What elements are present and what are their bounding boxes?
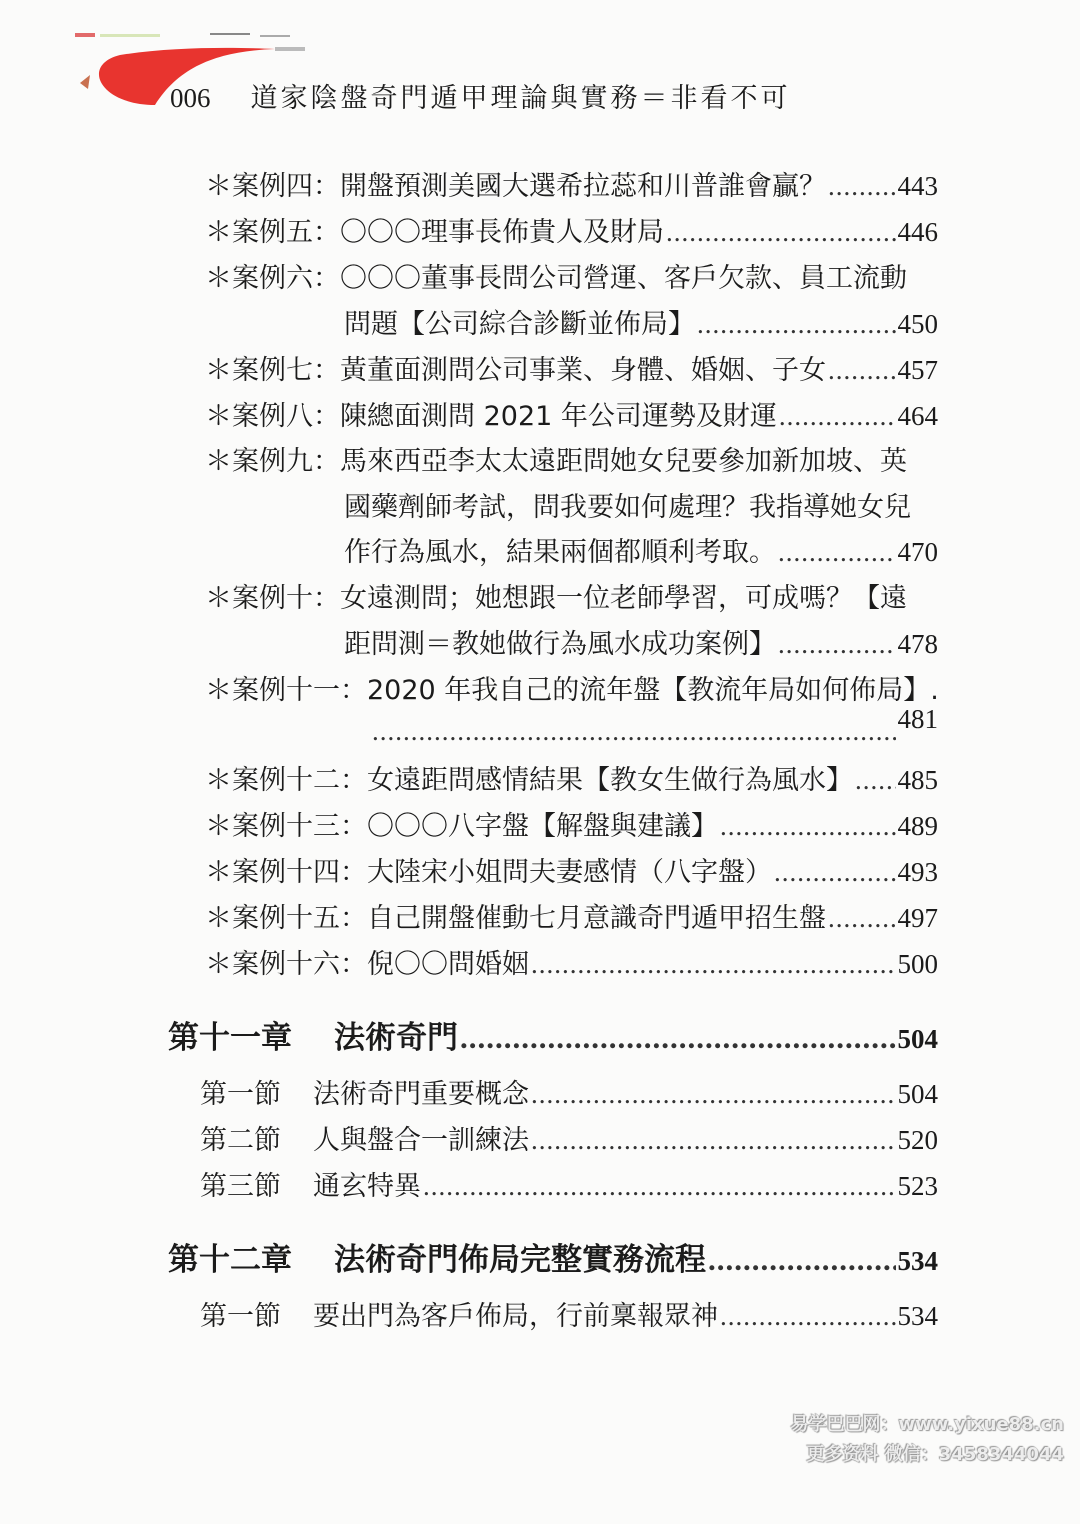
dot-leader bbox=[372, 716, 896, 747]
dot-leader bbox=[531, 1125, 896, 1156]
toc-entry-line[interactable] bbox=[205, 804, 938, 844]
dot-leader bbox=[855, 765, 896, 796]
dot-leader bbox=[531, 1079, 896, 1110]
toc-entry-line[interactable] bbox=[205, 942, 938, 982]
watermark-line-1: 易学巴巴网：www.yixue88.cn bbox=[790, 1414, 1064, 1435]
book-title: 道家陰盤奇門遁甲理論與實務＝非看不可 bbox=[250, 83, 791, 113]
toc-entry-line[interactable] bbox=[205, 896, 938, 936]
case-title: 作行為風水，結果兩個都順利考取。 bbox=[344, 537, 776, 568]
page-ref: 497 bbox=[897, 903, 938, 933]
case-title: 女遠測問；她想跟一位老師學習，可成嗎？【遠 bbox=[340, 583, 907, 614]
toc-entry-line[interactable] bbox=[344, 622, 938, 662]
page-ref: 450 bbox=[897, 309, 938, 339]
dot-leader bbox=[423, 1171, 896, 1202]
toc-entry-line[interactable] bbox=[205, 439, 938, 479]
toc-entry-line[interactable] bbox=[205, 348, 938, 388]
toc-entry-line[interactable] bbox=[344, 530, 938, 570]
page-number: 006 bbox=[170, 83, 211, 113]
chapter-entry[interactable] bbox=[168, 1012, 938, 1056]
case-label: ＊案例七： bbox=[205, 355, 340, 386]
case-label: ＊案例九： bbox=[205, 446, 340, 477]
case-title: 大陸宋小姐問夫妻感情（八字盤） bbox=[367, 857, 772, 888]
section-label: 第一節 bbox=[200, 1301, 281, 1332]
dot-leader bbox=[778, 629, 896, 660]
section-entry[interactable] bbox=[200, 1294, 938, 1334]
dot-leader bbox=[531, 949, 896, 980]
case-title: 女遠距問感情結果【教女生做行為風水】 bbox=[367, 765, 853, 796]
section-title: 通玄特異 bbox=[313, 1171, 421, 1202]
case-title: 開盤預測美國大選希拉蕊和川普誰會贏？ bbox=[340, 171, 826, 202]
case-label: ＊案例六： bbox=[205, 263, 340, 294]
toc-entry-line[interactable] bbox=[205, 256, 938, 296]
section-label: 第一節 bbox=[200, 1079, 281, 1110]
toc-entry-line[interactable] bbox=[205, 668, 938, 708]
page-ref: 493 bbox=[897, 857, 938, 887]
case-label: ＊案例十二： bbox=[205, 765, 367, 796]
page-ref: 504 bbox=[897, 1024, 938, 1054]
case-label: ＊案例八： bbox=[205, 401, 340, 432]
dot-leader bbox=[828, 903, 896, 934]
chapter-label: 第十一章 bbox=[168, 1020, 292, 1056]
section-title: 人與盤合一訓練法 bbox=[313, 1125, 529, 1156]
case-title: 自己開盤催動七月意識奇門遁甲招生盤 bbox=[367, 903, 826, 934]
toc-entry-line[interactable] bbox=[205, 394, 938, 434]
dot-leader bbox=[828, 355, 896, 386]
page-ref: 457 bbox=[897, 355, 938, 385]
chapter-title: 法術奇門佈局完整實務流程 bbox=[334, 1242, 706, 1278]
case-label: ＊案例十五： bbox=[205, 903, 367, 934]
dot-leader bbox=[720, 811, 896, 842]
watermark-line-2: 更多资料 微信：3458344044 bbox=[806, 1444, 1064, 1465]
page-ref: 523 bbox=[897, 1171, 938, 1201]
toc-entry-line[interactable] bbox=[205, 758, 938, 798]
case-label: ＊案例四： bbox=[205, 171, 340, 202]
toc-entry-line[interactable] bbox=[344, 302, 938, 342]
page-ref: 534 bbox=[897, 1301, 938, 1331]
case-title: 問題【公司綜合診斷並佈局】 bbox=[344, 309, 695, 340]
dot-leader bbox=[697, 309, 896, 340]
chapter-entry[interactable] bbox=[168, 1234, 938, 1278]
page-ref: 446 bbox=[897, 217, 938, 247]
page-ref: 504 bbox=[897, 1079, 938, 1109]
section-entry[interactable] bbox=[200, 1164, 938, 1204]
dot-leader bbox=[460, 1020, 896, 1056]
page-ref: 520 bbox=[897, 1125, 938, 1155]
page-ref: 443 bbox=[897, 171, 938, 201]
page-ref: 485 bbox=[897, 765, 938, 795]
case-title: 黃董面測問公司事業、身體、婚姻、子女 bbox=[340, 355, 826, 386]
toc-entry-line[interactable] bbox=[205, 164, 938, 204]
toc-entry-line[interactable] bbox=[205, 576, 938, 616]
chapter-label: 第十二章 bbox=[168, 1242, 292, 1278]
page-ref: 534 bbox=[897, 1246, 938, 1276]
page-ref: 478 bbox=[897, 629, 938, 659]
case-title: 國藥劑師考試，問我要如何處理？我指導她女兒 bbox=[344, 492, 911, 523]
page-ref: 470 bbox=[897, 537, 938, 567]
dot-leader bbox=[666, 217, 896, 248]
page-ref: 481 bbox=[897, 704, 938, 734]
section-title: 要出門為客戶佈局，行前稟報眾神 bbox=[313, 1301, 718, 1332]
section-label: 第三節 bbox=[200, 1171, 281, 1202]
case-label: ＊案例十四： bbox=[205, 857, 367, 888]
case-label: ＊案例十一： bbox=[205, 675, 367, 706]
case-title: 倪〇〇問婚姻 bbox=[367, 949, 529, 980]
toc-entry-line[interactable] bbox=[205, 210, 938, 250]
running-header bbox=[170, 76, 791, 115]
page-ref: 500 bbox=[897, 949, 938, 979]
section-entry[interactable] bbox=[200, 1072, 938, 1112]
dot-leader bbox=[720, 1301, 896, 1332]
page-ref: 464 bbox=[897, 401, 938, 431]
case-title: 〇〇〇董事長問公司營運、客戶欠款、員工流動 bbox=[340, 263, 907, 294]
case-label: ＊案例十： bbox=[205, 583, 340, 614]
case-label: ＊案例五： bbox=[205, 217, 340, 248]
toc-entry-line[interactable] bbox=[344, 485, 938, 525]
dot-leader bbox=[708, 1242, 896, 1278]
case-label: ＊案例十六： bbox=[205, 949, 367, 980]
case-title: 距問測＝教她做行為風水成功案例】 bbox=[344, 629, 776, 660]
toc-entry-line[interactable] bbox=[370, 704, 938, 756]
section-label: 第二節 bbox=[200, 1125, 281, 1156]
case-title: 馬來西亞李太太遠距問她女兒要參加新加坡、英 bbox=[340, 446, 907, 477]
chapter-title: 法術奇門 bbox=[334, 1020, 458, 1056]
section-entry[interactable] bbox=[200, 1118, 938, 1158]
dot-leader bbox=[778, 537, 896, 568]
case-title: 2020 年我自己的流年盤【教流年局如何佈局】. bbox=[367, 675, 939, 706]
dot-leader bbox=[779, 401, 896, 432]
case-label: ＊案例十三： bbox=[205, 811, 367, 842]
case-title: 陳總面測問 2021 年公司運勢及財運 bbox=[340, 401, 777, 432]
toc-entry-line[interactable] bbox=[205, 850, 938, 890]
case-title: 〇〇〇理事長佈貴人及財局 bbox=[340, 217, 664, 248]
dot-leader bbox=[828, 171, 896, 202]
case-title: 〇〇〇八字盤【解盤與建議】 bbox=[367, 811, 718, 842]
page-ref: 489 bbox=[897, 811, 938, 841]
section-title: 法術奇門重要概念 bbox=[313, 1079, 529, 1110]
dot-leader bbox=[774, 857, 896, 888]
